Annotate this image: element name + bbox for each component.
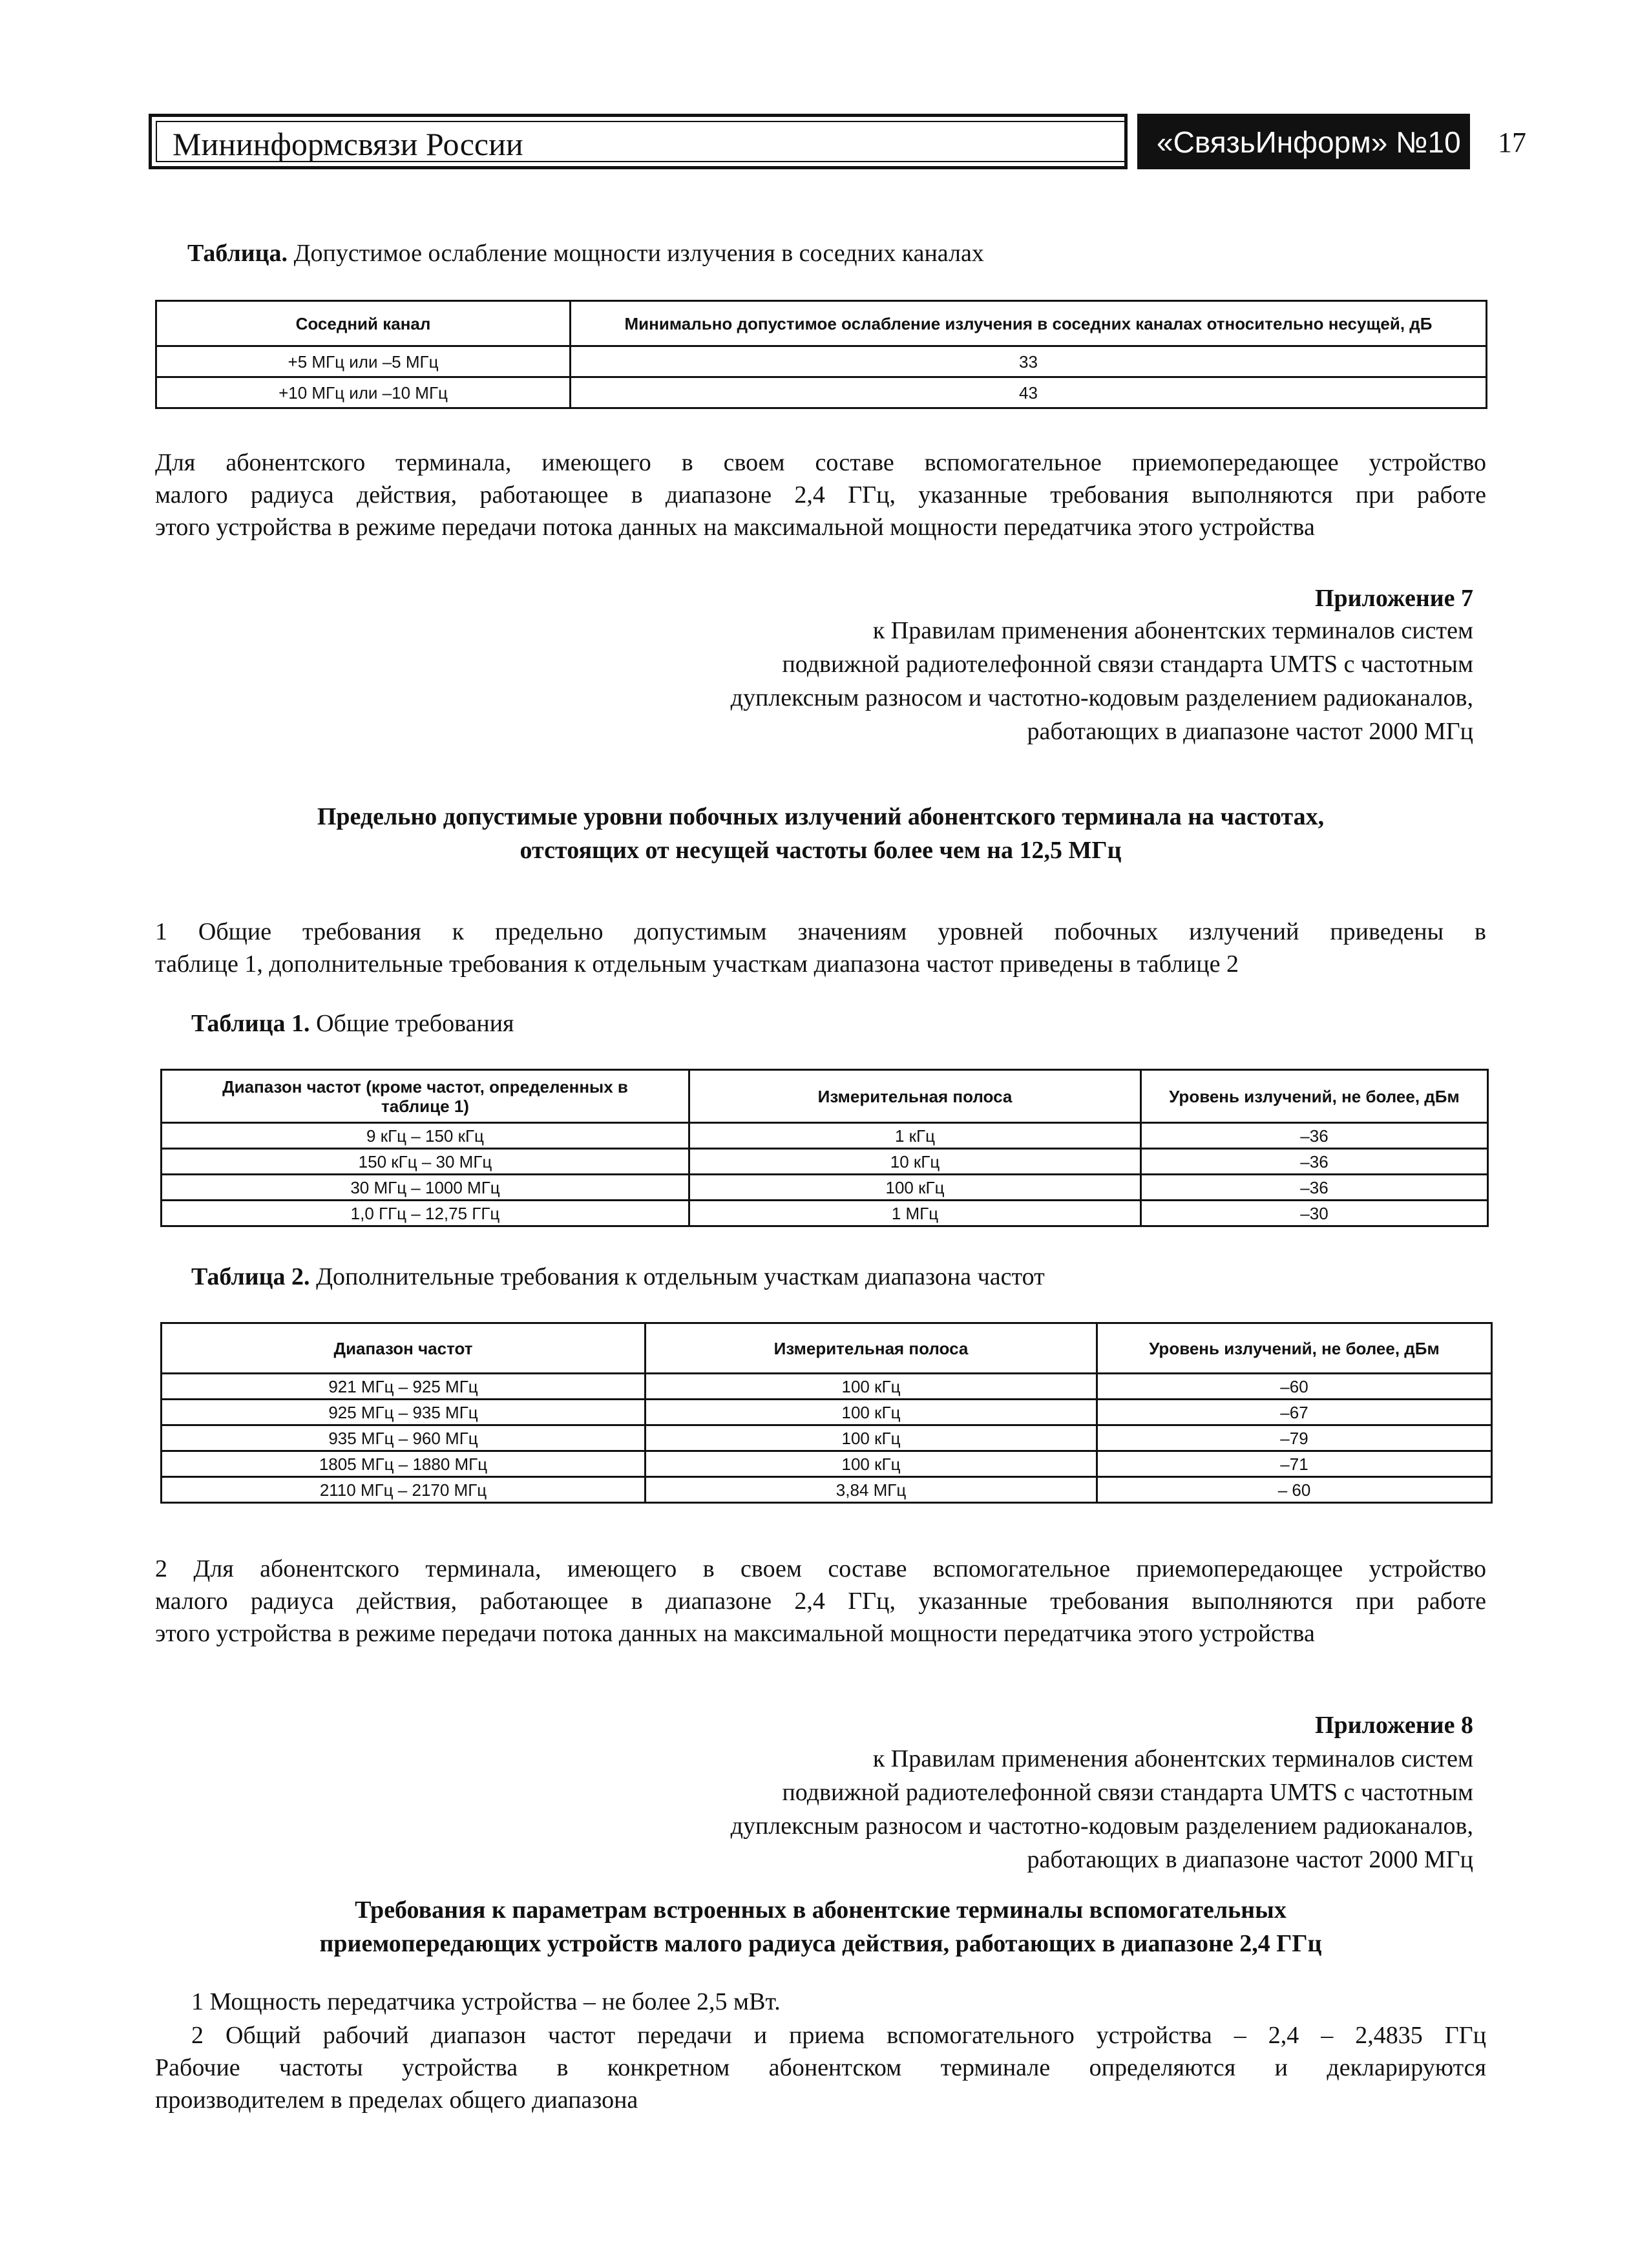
- table-header-row: [162, 1323, 1492, 1374]
- annex7-line: к Правилам применения абонентских терминалов систем: [872, 617, 1473, 644]
- general-requirements-table: [160, 1069, 1489, 1227]
- table-header-cell: Измерительная полоса: [646, 1323, 1097, 1374]
- paragraph-line: 2 Для абонентского терминала, имеющего в своем составе вспомогательное приемопередающее устройство: [155, 1555, 1486, 1582]
- annex8-line: дуплексным разносом и частотно-кодовым разделением радиоканалов,: [730, 1812, 1473, 1840]
- table-header-cell: Диапазон частот: [162, 1323, 646, 1374]
- page-number: 17: [1498, 127, 1526, 158]
- table-row: [162, 1400, 1492, 1425]
- table-cell: 3,84 МГц: [646, 1477, 1097, 1503]
- paragraph-line: Для абонентского терминала, имеющего в своем составе вспомогательное приемопередающее устройство: [155, 449, 1486, 476]
- adjacent-channel-table: [155, 300, 1487, 409]
- table1-caption: [191, 1008, 514, 1039]
- table-cell: 2110 МГц – 2170 МГц: [162, 1477, 646, 1503]
- table0-caption-text: Допустимое ослабление мощности излучения в соседних каналах: [288, 240, 984, 267]
- table-cell: 100 кГц: [646, 1400, 1097, 1425]
- additional-requirements-table: [160, 1322, 1493, 1504]
- section-heading: Требования к параметрам встроенных в абонентские терминалы вспомогательных: [355, 1896, 1287, 1924]
- table-cell: 935 МГц – 960 МГц: [162, 1425, 646, 1451]
- header-right-box: [1137, 114, 1470, 169]
- table-row: [156, 346, 1487, 377]
- table0-caption-label: Таблица.: [187, 240, 288, 267]
- table2-caption-text: Дополнительные требования к отдельным участкам диапазона частот: [310, 1263, 1045, 1290]
- table-cell: –36: [1141, 1175, 1488, 1201]
- annex8-line: подвижной радиотелефонной связи стандарта UMTS с частотным: [782, 1779, 1473, 1806]
- table-row: [162, 1477, 1492, 1503]
- table-cell: 100 кГц: [689, 1175, 1141, 1201]
- table-cell: 100 кГц: [646, 1451, 1097, 1477]
- annex7-line: подвижной радиотелефонной связи стандарта UMTS с частотным: [782, 651, 1473, 678]
- table-cell: 43: [571, 377, 1487, 408]
- table-cell: 10 кГц: [689, 1149, 1141, 1175]
- table-row: [162, 1175, 1488, 1201]
- table-cell: 9 кГц – 150 кГц: [162, 1123, 689, 1149]
- table-cell: 921 МГц – 925 МГц: [162, 1374, 646, 1400]
- table-cell: 100 кГц: [646, 1425, 1097, 1451]
- paragraph-line: 1 Общие требования к предельно допустимым значениям уровней побочных излучений приведены в: [155, 918, 1486, 945]
- table-cell: 100 кГц: [646, 1374, 1097, 1400]
- header-separator: [1124, 114, 1128, 169]
- table-cell: – 60: [1097, 1477, 1492, 1503]
- annex8-line: работающих в диапазоне частот 2000 МГц: [1027, 1846, 1473, 1873]
- table-cell: 1,0 ГГц – 12,75 ГГц: [162, 1201, 689, 1226]
- annex8-line: к Правилам применения абонентских терминалов систем: [872, 1745, 1473, 1772]
- paragraph-line: 1 Мощность передатчика устройства – не более 2,5 мВт.: [191, 1988, 781, 2015]
- section-heading: отстоящих от несущей частоты более чем на 12,5 МГц: [520, 837, 1122, 864]
- table-cell: 1805 МГц – 1880 МГц: [162, 1451, 646, 1477]
- table-row: [162, 1149, 1488, 1175]
- table-cell: +5 МГц или –5 МГц: [156, 346, 571, 377]
- table-header-cell: Уровень излучений, не более, дБм: [1097, 1323, 1492, 1374]
- paragraph-line: этого устройства в режиме передачи потока данных на максимальной мощности передатчика этого устройства: [155, 1620, 1315, 1647]
- table-cell: 150 кГц – 30 МГц: [162, 1149, 689, 1175]
- annex7-line: работающих в диапазоне частот 2000 МГц: [1027, 718, 1473, 745]
- table-row: [162, 1425, 1492, 1451]
- paragraph-line: таблице 1, дополнительные требования к отдельным участкам диапазона частот приведены в таблице 2: [155, 950, 1239, 978]
- paragraph-line: малого радиуса действия, работающее в диапазоне 2,4 ГГц, указанные требования выполняются при работе: [155, 481, 1486, 509]
- annex8-title: Приложение 8: [1314, 1712, 1473, 1739]
- table-cell: –71: [1097, 1451, 1492, 1477]
- table2-caption-label: Таблица 2.: [191, 1263, 310, 1290]
- table-header-cell: Уровень излучений, не более, дБм: [1141, 1070, 1488, 1123]
- table-cell: 925 МГц – 935 МГц: [162, 1400, 646, 1425]
- paragraph-line: малого радиуса действия, работающее в диапазоне 2,4 ГГц, указанные требования выполняются при работе: [155, 1588, 1486, 1615]
- table-cell: 30 МГц – 1000 МГц: [162, 1175, 689, 1201]
- header-right-title: «СвязьИнформ» №10: [1157, 125, 1461, 159]
- table-row: [162, 1451, 1492, 1477]
- table0-caption: [187, 238, 984, 269]
- table-cell: +10 МГц или –10 МГц: [156, 377, 571, 408]
- section-heading: приемопередающих устройств малого радиуса действия, работающих в диапазоне 2,4 ГГц: [319, 1930, 1322, 1957]
- table-cell: –79: [1097, 1425, 1492, 1451]
- section-heading: Предельно допустимые уровни побочных излучений абонентского терминала на частотах,: [317, 803, 1325, 830]
- table-cell: 1 кГц: [689, 1123, 1141, 1149]
- table-header-cell: Измерительная полоса: [689, 1070, 1141, 1123]
- table-cell: –60: [1097, 1374, 1492, 1400]
- table-header-row: [162, 1070, 1488, 1123]
- table-row: [162, 1374, 1492, 1400]
- table-header-cell: Соседний канал: [156, 301, 571, 346]
- annex7-title: Приложение 7: [1314, 585, 1473, 612]
- table-header-cell: Диапазон частот (кроме частот, определенных в таблице 1): [162, 1070, 689, 1123]
- annex7-line: дуплексным разносом и частотно-кодовым разделением радиоканалов,: [730, 684, 1473, 711]
- table-header-cell: Минимально допустимое ослабление излучения в соседних каналах относительно несущей, дБ: [571, 301, 1487, 346]
- header-left-box: [149, 114, 1124, 169]
- table-cell: –30: [1141, 1201, 1488, 1226]
- table2-caption: [191, 1261, 1045, 1292]
- table-cell: 33: [571, 346, 1487, 377]
- paragraph-line: этого устройства в режиме передачи потока данных на максимальной мощности передатчика этого устройства: [155, 514, 1315, 541]
- table-row: [162, 1123, 1488, 1149]
- table1-caption-text: Общие требования: [310, 1010, 514, 1037]
- table-cell: –36: [1141, 1149, 1488, 1175]
- table-cell: –36: [1141, 1123, 1488, 1149]
- table1-caption-label: Таблица 1.: [191, 1010, 310, 1037]
- table-cell: –67: [1097, 1400, 1492, 1425]
- header-left-title: Мининформсвязи России: [173, 126, 523, 162]
- table-row: [162, 1201, 1488, 1226]
- table-cell: 1 МГц: [689, 1201, 1141, 1226]
- table-header-row: [156, 301, 1487, 346]
- paragraph-line: Рабочие частоты устройства в конкретном абонентском терминале определяются и декларируются: [155, 2054, 1486, 2081]
- table-row: [156, 377, 1487, 408]
- paragraph-line: производителем в пределах общего диапазона: [155, 2086, 638, 2114]
- paragraph-line: 2 Общий рабочий диапазон частот передачи и приема вспомогательного устройства – 2,4 – 2,4835 ГГц: [191, 2022, 1486, 2049]
